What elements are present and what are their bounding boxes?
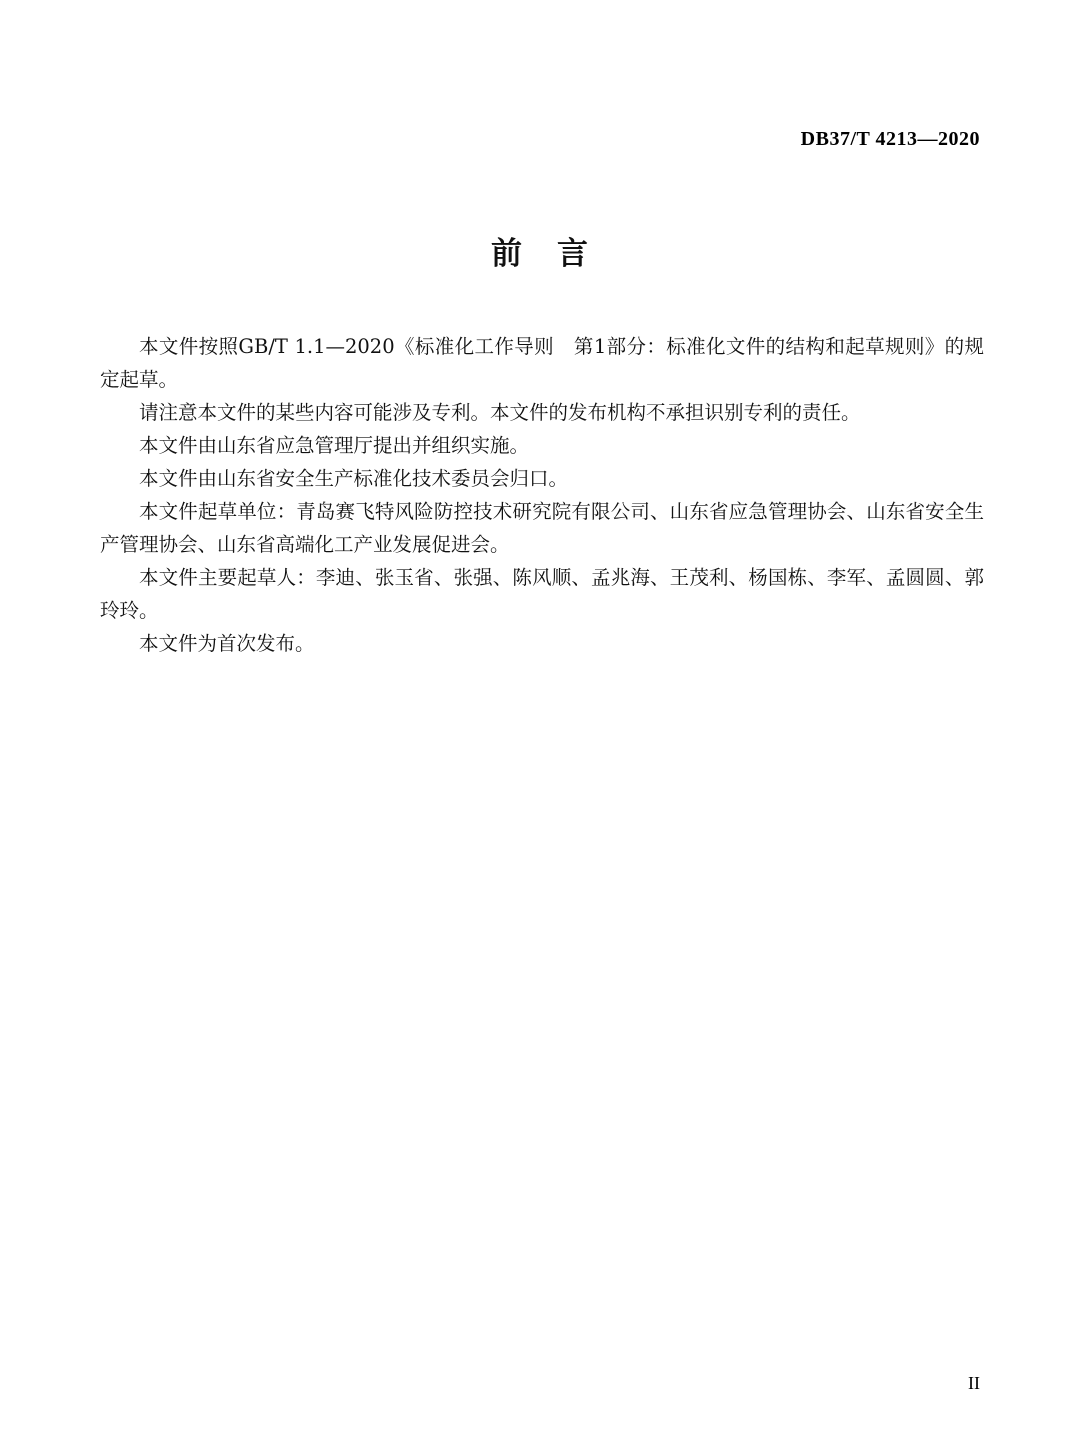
- foreword-body: [100, 330, 984, 660]
- page-number: II: [968, 1373, 980, 1393]
- foreword-paragraph: 请注意本文件的某些内容可能涉及专利。本文件的发布机构不承担识别专利的责任。: [139, 401, 861, 424]
- page-header-standard-code: DB37/T 4213—2020: [800, 128, 980, 150]
- foreword-paragraph: 本文件为首次发布。: [139, 632, 315, 655]
- foreword-paragraph: 本文件起草单位：青岛赛飞特风险防控技术研究院有限公司、山东省应急管理协会、山东省安全生产管理协会、山东省高端化工产业发展促进会。: [100, 500, 984, 556]
- page-title-char-second: 言: [557, 236, 589, 272]
- foreword-paragraph: 本文件由山东省安全生产标准化技术委员会归口。: [139, 467, 569, 490]
- foreword-paragraph: 本文件按照GB/T 1.1—2020《标准化工作导则 第1部分：标准化文件的结构和起草规则》的规定起草。: [100, 335, 984, 391]
- page-title-char-first: 前: [491, 236, 523, 272]
- page-title: [0, 228, 1080, 273]
- foreword-paragraph: 本文件主要起草人：李迪、张玉省、张强、陈风顺、孟兆海、王茂利、杨国栋、李军、孟圆圆、郭玲玲。: [100, 566, 984, 622]
- foreword-paragraph: 本文件由山东省应急管理厅提出并组织实施。: [139, 434, 530, 457]
